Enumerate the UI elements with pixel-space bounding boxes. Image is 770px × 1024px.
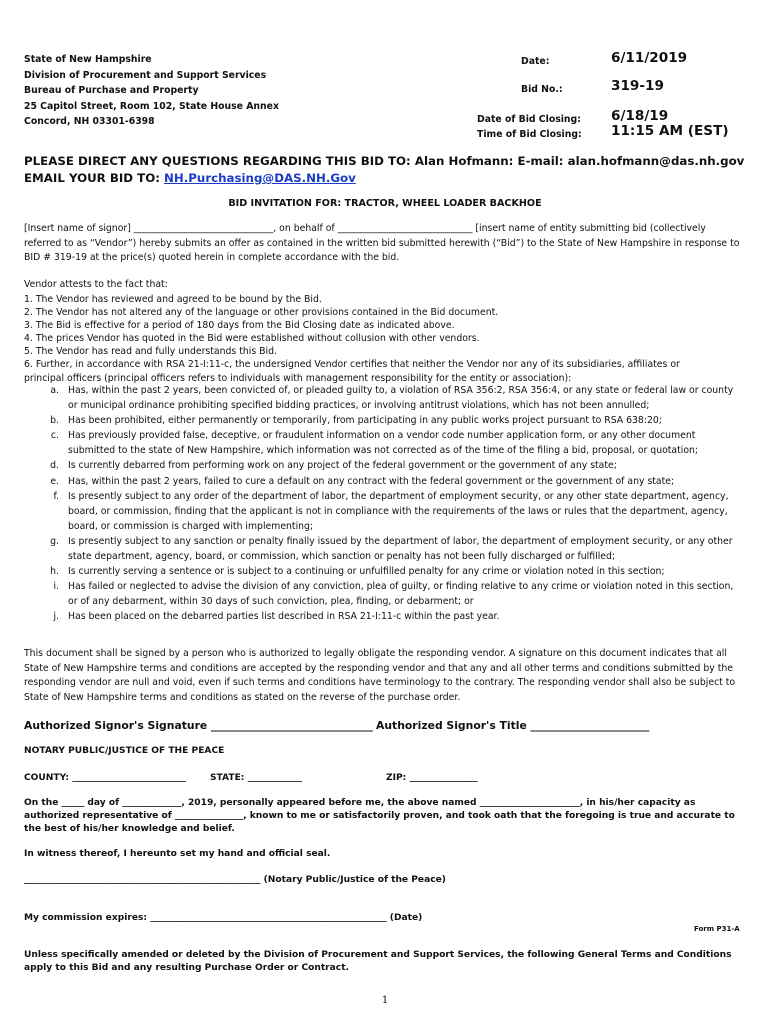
attest-item: 2. The Vendor has not altered any of the language or other provisions contained in the Bid document.	[24, 307, 499, 319]
subitem	[24, 609, 742, 624]
signor-signature-line[interactable]: Authorized Signor's Signature ______________________________	[24, 719, 373, 732]
attest-item: 4. The prices Vendor has quoted in the Bid were established without collusion with other vendors.	[24, 333, 480, 345]
agency-address	[24, 52, 279, 130]
subitem	[24, 534, 742, 564]
subitem-letter: c.	[50, 430, 59, 442]
attest-title: Vendor attests to the fact that:	[24, 279, 168, 290]
county-field[interactable]: COUNTY: _________________________	[24, 773, 186, 783]
subitem	[24, 579, 742, 609]
questions-contact: PLEASE DIRECT ANY QUESTIONS REGARDING THIS BID TO: Alan Hofmann: E-mail: alan.hofmann@das.nh.gov	[24, 154, 745, 168]
notary-heading: NOTARY PUBLIC/JUSTICE OF THE PEACE	[24, 746, 225, 756]
subitem-letter: e.	[50, 475, 59, 487]
form-number: Form P31-A	[694, 925, 740, 933]
commission-expires-line[interactable]: My commission expires: ____________________________________________________ (Date)	[24, 913, 423, 923]
certification-subitems	[24, 383, 742, 625]
signor-title-line[interactable]: Authorized Signor's Title ______________________	[376, 719, 650, 732]
subitem-text: Has been prohibited, either permanently or temporarily, from participating in any public works project pursuant to RSA 638:20;	[68, 415, 662, 427]
subitem-text: Has, within the past 2 years, failed to cure a default on any contract with the federal government or the government of any state;	[68, 475, 675, 487]
attest-item: 5. The Vendor has read and fully understands this Bid.	[24, 346, 277, 358]
closing-time-value: 11:15 AM (EST)	[611, 123, 729, 139]
closing-date-value: 6/18/19	[611, 108, 669, 124]
subitem-text: Is currently debarred from performing work on any project of the federal government or the government of any state;	[68, 460, 617, 472]
subitem	[24, 458, 742, 473]
agency-line: Bureau of Purchase and Property	[24, 85, 199, 96]
subitem	[24, 489, 742, 534]
subitem-letter: a.	[50, 385, 59, 396]
closing-time-label: Time of Bid Closing:	[477, 129, 582, 140]
subitem-text: Is currently serving a sentence or is subject to a continuing or unfulfilled penalty for any crime or violation noted in this section;	[68, 566, 665, 578]
subitem-text: Has failed or neglected to advise the division of any conviction, plea of guilty, or finding relative to any crime or violation noted in this section, or of any debarment, within 30 days of such conviction, plea, finding, or debarment; or	[68, 581, 734, 608]
subitem-text: Has been placed on the debarred parties list described in RSA 21-I:11-c within the past year.	[68, 611, 500, 623]
invitation-title: BID INVITATION FOR: TRACTOR, WHEEL LOADER BACKHOE	[228, 198, 542, 209]
attest-item: 1. The Vendor has reviewed and agreed to be bound by the Bid.	[24, 294, 322, 305]
subitem	[24, 383, 742, 413]
attest-list	[24, 293, 742, 385]
state-field[interactable]: STATE: ____________	[210, 773, 303, 783]
terms-paragraph: Unless specifically amended or deleted by the Division of Procurement and Support Services, the following General Terms and Conditions apply to this Bid and any resulting Purchase Order or Contract.	[24, 950, 732, 974]
subitem-text: Has previously provided false, deceptive, or fraudulent information on a vendor code number application form, or any other document submitted to the state of New Hampshire, which information was not corrected as of the time of the filing a bid, proposal, or quotation;	[68, 430, 699, 457]
email-bid-line	[24, 170, 744, 187]
email-bid-prefix: EMAIL YOUR BID TO:	[24, 171, 165, 185]
subitem-text: Is presently subject to any order of the department of labor, the department of employment security, or any other state department, agency, board, or commission, finding that the applicant is not in compliance with the requirements of the laws or rules that the department, agency, board, or commission is charged with implementing;	[68, 490, 729, 532]
signature-paragraph: This document shall be signed by a person who is authorized to legally obligate the responding vendor. A signature on this document indicates that all State of New Hampshire terms and conditions are accepted by the responding vendor and that any and all other terms and conditions submitted by the responding vendor are null and void, even if such terms and conditions have terminology to the contrary. The responding vendor shall also be subject to State of New Hampshire terms and conditions as stated on the reverse of the purchase order.	[24, 648, 736, 703]
closing-date-label: Date of Bid Closing:	[477, 114, 581, 125]
agency-line: State of New Hampshire	[24, 54, 152, 65]
witness-statement: In witness thereof, I hereunto set my hand and official seal.	[24, 849, 331, 859]
zip-field[interactable]: ZIP: _______________	[386, 773, 478, 783]
bid-directions	[24, 153, 744, 187]
email-bid-link[interactable]: NH.Purchasing@DAS.NH.Gov	[164, 171, 356, 185]
date-value: 6/11/2019	[611, 50, 688, 66]
subitem	[24, 413, 742, 428]
attest-item: 6. Further, in accordance with RSA 21-I:11-c, the undersigned Vendor certifies that neither the Vendor nor any of its subsidiaries, affiliates or	[24, 359, 680, 371]
subitem-letter: g.	[50, 535, 59, 547]
agency-line: 25 Capitol Street, Room 102, State House Annex	[24, 100, 279, 112]
subitem	[24, 564, 742, 579]
subitem-letter: d.	[50, 460, 59, 472]
subitem	[24, 428, 742, 458]
intro-paragraph: [Insert name of signor] ______________________________, on behalf of _____________________________ [insert name of entity submitting bid (collectively referred to as “Vendor”) hereby submits an offer as contained in the written bid submitted herewith (“Bid”) to the State of New Hampshire in response to BID # 319-19 at the price(s) quoted herein in complete accordance with the bid.	[24, 223, 740, 264]
agency-line: Division of Procurement and Support Services	[24, 69, 267, 81]
agency-line: Concord, NH 03301-6398	[24, 116, 155, 127]
bid-no-label: Bid No.:	[521, 84, 563, 95]
notary-signature-line[interactable]: ____________________________________________________ (Notary Public/Justice of the Peace)	[24, 875, 446, 885]
subitem-letter: f.	[53, 490, 59, 502]
subitem-text: Has, within the past 2 years, been convicted of, or pleaded guilty to, a violation of RSA 356:2, RSA 356:4, or any state or federal law or county or municipal ordinance prohibiting specified bidding practices, or involving antitrust violations, which has not been annulled;	[68, 385, 734, 412]
subitem-letter: j.	[53, 611, 59, 623]
subitem-letter: i.	[53, 581, 59, 593]
subitem-letter: b.	[50, 415, 59, 427]
subitem	[24, 474, 742, 489]
attest-item: 3. The Bid is effective for a period of 180 days from the Bid Closing date as indicated above.	[24, 320, 455, 332]
page-number: 1	[381, 995, 389, 1006]
notary-acknowledgment: On the _____ day of _____________, 2019, personally appeared before me, the above named ______________________, in his/her capacity as authorized representative of _______________, known to me or satisfactorily proven, and took oath that the foregoing is true and accurate to the best of his/her knowledge and belief.	[24, 798, 735, 835]
date-label: Date:	[521, 56, 550, 67]
bid-no-value: 319-19	[611, 78, 664, 94]
subitem-text: Is presently subject to any sanction or penalty finally issued by the department of labor, the department of employment security, or any other state department, agency, board, or commission, which sanction or penalty has not been fully discharged or fulfilled;	[68, 535, 733, 563]
attest-item: principal officers (principal officers refers to individuals with management responsibility for the entity or association):	[24, 372, 572, 384]
subitem-letter: h.	[50, 566, 59, 578]
